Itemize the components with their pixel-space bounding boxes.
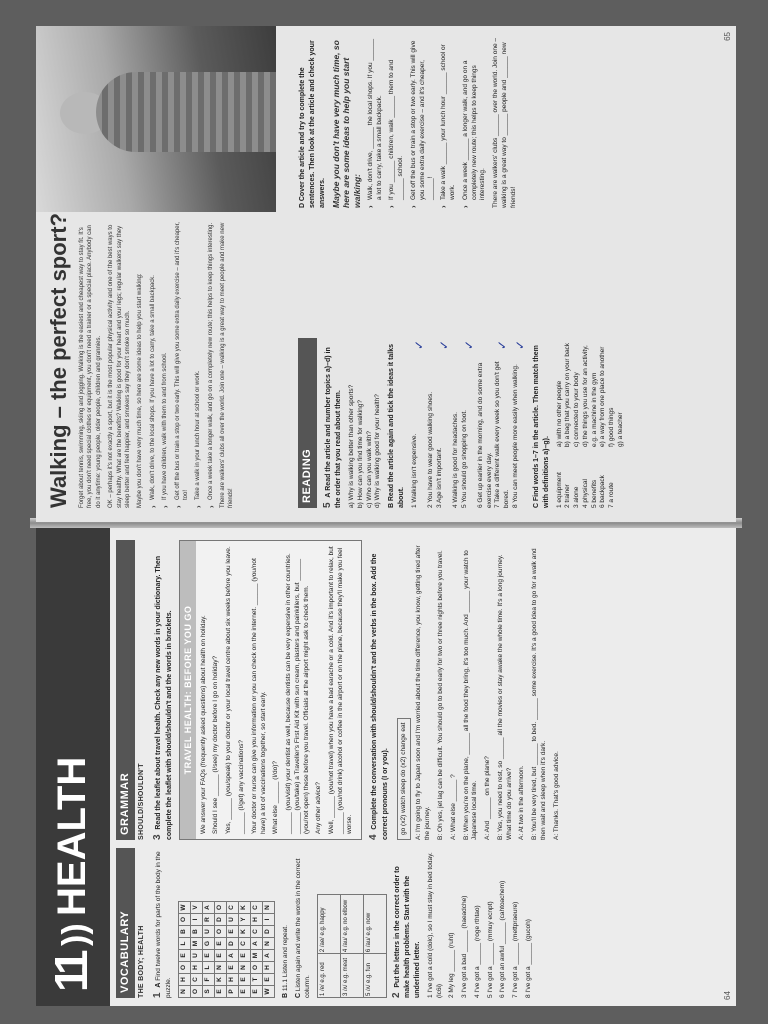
list-item: 4 I've got a ______ (roge rthtao) xyxy=(473,905,481,998)
puzzle-cell: U xyxy=(190,950,202,962)
puzzle-cell: E xyxy=(262,974,274,986)
right-page xyxy=(36,26,736,522)
leaflet-question: What else ______ (I/do)? xyxy=(272,761,280,834)
puzzle-cell: H xyxy=(226,974,238,986)
handwritten-tick-icon xyxy=(452,338,461,350)
match-definition: c) connected to your body xyxy=(573,372,581,447)
puzzle-cell: S xyxy=(202,986,214,998)
puzzle-cell: P xyxy=(226,986,238,998)
puzzle-cell: U xyxy=(226,914,238,926)
idea-text: 4 Walking is good for headaches. xyxy=(451,412,459,508)
puzzle-cell: G xyxy=(202,938,214,950)
puzzle-cell: F xyxy=(202,974,214,986)
article-paragraph: Forget about tennis, swimming, skiing and jogging. Walking is the easiest and cheapest way to stay fit. It's free, you don't need special clothes or equipment, you don't need a trainer or a special place. Anybody can do it anytime: young people, older people, children and grannies. xyxy=(79,225,102,508)
puzzle-cell: A xyxy=(250,938,262,950)
idea-text: 8 You can meet people more easily when walking. xyxy=(511,364,519,508)
leaflet-title: TRAVEL HEALTH: BEFORE YOU GO xyxy=(180,541,196,839)
article-paragraph: OK – perhaps it's not exactly a sport, but it is the most popular physical activity and one of the best ways to stay healthy. What are the benefits? Walking is good for your heart and your legs; regular walkers say they sleep better and feel happier, and smokers say they don't smoke so much. xyxy=(108,224,131,508)
puzzle-row xyxy=(226,902,238,998)
puzzle-row xyxy=(214,902,226,998)
handwritten-tick-icon: ✓ xyxy=(495,339,510,350)
idea-item xyxy=(512,338,528,508)
dialogue-line: A: I'm going to fly to Japan soon and I'm worried about the time difference, you know, getting tired after the journey. xyxy=(415,545,432,840)
list-item: 6 I've got an awful ______ (cahtoachem) xyxy=(499,880,507,998)
cloze-tip: › Walk, don't drive, ______ the local shops. If you ______ a lot to carry, take a small backpack. xyxy=(367,38,385,208)
puzzle-cell: H xyxy=(262,962,274,974)
exercise-1b: B 11.1 Listen and repeat. xyxy=(281,925,289,998)
puzzle-cell: E xyxy=(250,986,262,998)
idea-item xyxy=(427,338,436,508)
list-item: 1 I've got a cold (dolc), so I must stay in bed today. (lc6i) xyxy=(426,852,443,998)
cloze-closing: There are walkers' clubs ______ over the world. Join one – walking is a great way to ______ people and ______ new friends! xyxy=(492,38,517,208)
puzzle-row xyxy=(262,902,274,998)
exercise-2: 2 Put the letters in the correct order to make health problems. Start with the underlined letter. xyxy=(390,866,422,998)
word-search-puzzle xyxy=(178,901,275,998)
idea-text: 2 You have to wear good walking shoes. xyxy=(426,391,434,508)
exercise-5b: B Read the article again and tick the ideas it talks about. xyxy=(388,343,405,508)
puzzle-cell: O xyxy=(190,986,202,998)
match-word: 3 alone xyxy=(573,486,581,508)
match-word: 7 a route xyxy=(608,482,616,508)
vocabulary-subtitle: THE BODY; HEALTH xyxy=(137,925,145,998)
puzzle-row xyxy=(238,902,250,998)
idea-text: 7 Take a different walk every week so you don't get bored. xyxy=(494,361,511,508)
article-paragraph: Maybe you don't have very much time, so here are some ideas to help you start walking: xyxy=(137,273,144,508)
article-tip: › Walk, don't drive, to the local shops. If you have a lot to carry, take a small backpack. xyxy=(149,218,157,508)
puzzle-cell: O xyxy=(214,926,226,938)
article-title: Walking – the perfect sport? xyxy=(46,212,71,508)
puzzle-cell: N xyxy=(178,986,190,998)
handwritten-tick-icon: ✓ xyxy=(461,339,476,350)
handwritten-tick-icon: ✓ xyxy=(436,339,451,350)
puzzle-cell: I xyxy=(262,914,274,926)
left-page xyxy=(36,526,736,1006)
list-item: 5 I've got a ______ (mmuy ecnpt) xyxy=(486,901,494,998)
sounds-cell: 4 /au/ e.g. no elbow xyxy=(340,895,363,954)
puzzle-cell: H xyxy=(190,962,202,974)
puzzle-cell: C xyxy=(238,938,250,950)
sounds-cell: 5 /ʌ/ e.g. fun xyxy=(363,954,386,998)
puzzle-row xyxy=(190,902,202,998)
puzzle-row xyxy=(250,902,262,998)
puzzle-cell: L xyxy=(178,938,190,950)
leaflet-answer: Well, ______ (you/not travel) when you have a bad earache or a cold. And it's important to relax, but ______ (you/not drink) alcohol or coffee in the airport or on the plane, because they'll make you feel worse. xyxy=(328,546,353,834)
dialogue-line: A: At two in the afternoon. xyxy=(518,765,526,840)
dialogue-line: A: And ______ on the plane? xyxy=(484,756,492,840)
grammar-column xyxy=(116,540,565,840)
match-word: 6 backpack xyxy=(599,475,607,508)
matching-exercise xyxy=(556,338,626,508)
grammar-heading: GRAMMAR xyxy=(116,540,135,840)
dialogue-line: B: You'll be very tired, but ______ to bed. ______ some exercise. It's a good idea to go for a walk and then wait and sleep when it's dark. xyxy=(531,548,547,840)
puzzle-cell: R xyxy=(202,914,214,926)
leaflet-answer: Your doctor or nurse can give you information or you can check on the internet. ______ (you/not have) a lot of vaccinations together, so start early. xyxy=(250,558,267,834)
match-definition: f) good things xyxy=(608,407,616,447)
cloze-heading: Maybe you don't have very much time, so here are some ideas to help you start walking: xyxy=(331,40,362,208)
puzzle-cell: K xyxy=(214,974,226,986)
unit-header-band xyxy=(36,526,110,1006)
puzzle-cell: T xyxy=(250,974,262,986)
puzzle-cell: E xyxy=(226,962,238,974)
sounds-cell: 3 /ʌ/ e.g. meat xyxy=(340,954,363,998)
leaflet-question: Any other advice? xyxy=(315,781,323,834)
exercise-4: 4 Complete the conversation with should/shouldn't and the verbs in the box. Add the correct pronouns (I or you). xyxy=(368,553,389,840)
conversation xyxy=(415,540,561,840)
puzzle-row xyxy=(178,902,190,998)
leaflet-question: Should I see ______ (I/see) my doctor before I go on holiday? xyxy=(212,655,220,834)
idea-item xyxy=(411,338,427,508)
puzzle-cell: A xyxy=(226,950,238,962)
handwritten-tick-icon: ✓ xyxy=(411,339,426,350)
puzzle-cell: O xyxy=(178,914,190,926)
puzzle-cell: N xyxy=(262,902,274,914)
topic-item: c) Who can you walk with? xyxy=(365,431,373,508)
puzzle-cell: M xyxy=(250,950,262,962)
dialogue-line: B: When you're on the plane, ______ all the food they bring, it's too much. And ______ your watch to Japanese local time. xyxy=(462,550,479,840)
match-word: 4 physical xyxy=(581,479,589,508)
topic-item: b) How can you find time for walking? xyxy=(356,399,364,508)
leaflet-question: ______ (I/get) any vaccinations? xyxy=(237,740,245,834)
puzzle-cell: C xyxy=(190,974,202,986)
topic-item: d) Why is walking good for your health? xyxy=(374,394,382,508)
cloze-tips xyxy=(367,38,488,208)
puzzle-cell: B xyxy=(190,926,202,938)
match-word: 5 benefits xyxy=(590,479,598,508)
handwritten-tick-icon xyxy=(427,338,436,350)
puzzle-cell: N xyxy=(214,962,226,974)
cloze-tip: › Get off the bus or train a stop or two early. This will give you some extra daily exercise – and it's cheaper, ______! xyxy=(410,38,436,208)
puzzle-cell: A xyxy=(202,902,214,914)
right-page-number: 65 xyxy=(723,32,732,41)
puzzle-cell: E xyxy=(226,926,238,938)
cloze-tip: › If you ______ children, walk ______ them to and ______ school. xyxy=(388,38,406,208)
match-definition: b) a bag that you carry on your back xyxy=(564,342,572,447)
puzzle-cell: E xyxy=(238,950,250,962)
puzzle-cell: V xyxy=(190,902,202,914)
leaflet-intro: We answer your FAQs (frequently asked questions) about health on holiday. xyxy=(199,615,207,834)
puzzle-cell: C xyxy=(250,902,262,914)
puzzle-cell: K xyxy=(238,902,250,914)
words-list xyxy=(556,453,626,508)
match-word: 1 equipment xyxy=(555,472,563,508)
puzzle-cell: D xyxy=(262,926,274,938)
sounds-table xyxy=(317,894,387,998)
puzzle-cell: L xyxy=(202,962,214,974)
puzzle-cell: E xyxy=(202,950,214,962)
topics-list xyxy=(348,338,383,508)
puzzle-cell: O xyxy=(178,962,190,974)
article-tip: › Take a walk in your lunch hour at school or work. xyxy=(194,218,202,508)
exercise-5d-column xyxy=(298,38,522,208)
match-word: 2 trainer xyxy=(564,484,572,508)
handwritten-tick-icon: ✓ xyxy=(512,339,527,350)
puzzle-cell: E xyxy=(238,986,250,998)
puzzle-cell: O xyxy=(250,962,262,974)
match-definition: g) a teacher xyxy=(616,412,624,447)
idea-text: 3 Age isn't important. xyxy=(435,447,443,508)
exercise-5d: D Cover the article and try to complete the sentences. Then look at the article and check your answers. xyxy=(299,40,326,208)
exercise-3: 3 Read the leaflet about travel health. Check any new words in your dictionary. Then complete the leaflet with should/shouldn't and the words in brackets. xyxy=(152,555,173,840)
exercise-5c: C Find words 1–7 in the article. Then match them with definitions a)–g). xyxy=(533,345,550,508)
puzzle-cell: B xyxy=(178,926,190,938)
sounds-row xyxy=(317,895,340,998)
puzzle-cell: E xyxy=(214,986,226,998)
puzzle-cell: D xyxy=(214,914,226,926)
idea-item xyxy=(494,338,512,508)
left-page-number: 64 xyxy=(723,991,732,1000)
dialogue-line: B: Yes, you need to rest, so ______ all the movies or stay awake the whole time. It's a long journey. What time do you arrive? xyxy=(496,554,513,840)
puzzle-row xyxy=(202,902,214,998)
exercise-1c: C Listen again and write the words in the correct column. xyxy=(295,858,312,998)
walking-tips xyxy=(149,218,215,508)
puzzle-cell: U xyxy=(202,926,214,938)
leaflet-answer: ______ (you/visit) your dentist as well, because dentists can be very expensive in other countries. ______ (you/take) a Traveller's First Aid Kit with sun cream, plasters and painkillers, but ______ (you/not open) these before you travel. Officials at the airport might ask to check them. xyxy=(285,553,310,834)
puzzle-cell: W xyxy=(178,902,190,914)
puzzle-cell: K xyxy=(238,926,250,938)
article-tip: › Once a week take a longer walk, and go on a completely new route; this helps to keep things interesting. xyxy=(207,218,215,508)
list-item: 2 My leg ______ (ruht) xyxy=(448,932,456,998)
puzzle-cell: D xyxy=(226,938,238,950)
sounds-cell: 6 /au/ e.g. now xyxy=(363,895,386,954)
reading-heading: READING xyxy=(298,338,317,508)
match-definition: d) the things you use for an activity, e.g. a machine in the gym xyxy=(581,345,598,447)
idea-item xyxy=(477,338,495,508)
idea-item xyxy=(436,338,452,508)
sounds-row xyxy=(363,895,386,998)
idea-item xyxy=(461,338,477,508)
health-problems-list xyxy=(427,848,534,998)
cloze-tip: › Once a week ______ a longer walk, and go on a completely new route; this helps to keep things interesting. xyxy=(462,38,488,208)
article-closing: There are walkers' clubs all over the world. Join one – walking is a great way to meet people and make new friends! xyxy=(220,222,235,508)
definitions-list xyxy=(556,338,626,447)
puzzle-cell: E xyxy=(214,950,226,962)
puzzle-cell: I xyxy=(190,914,202,926)
puzzle-cell: M xyxy=(190,938,202,950)
puzzle-cell: E xyxy=(178,950,190,962)
puzzle-cell: A xyxy=(262,950,274,962)
puzzle-cell: C xyxy=(250,926,262,938)
puzzle-cell: E xyxy=(214,938,226,950)
vocabulary-heading: VOCABULARY xyxy=(116,848,135,998)
dialogue-line: A: Thanks. That's good advice. xyxy=(552,751,560,840)
vocabulary-column xyxy=(116,848,538,998)
puzzle-cell: H xyxy=(250,914,262,926)
idea-text: 5 You should go shopping on foot. xyxy=(460,410,468,508)
idea-item xyxy=(452,338,461,508)
list-item: 8 I've got a ______ (gucoh) xyxy=(525,919,532,998)
idea-text: 6 Get up earlier in the morning, and do some extra exercise every day. xyxy=(476,362,493,508)
verb-box: go (x2) watch sleep do (x2) change eat xyxy=(397,718,412,840)
article-body xyxy=(78,218,240,508)
leaflet-answer: Yes, ______ (you/speak) to your doctor or your local travel centre about six weeks before you leave. xyxy=(225,546,233,834)
idea-text: 1 Walking isn't expensive. xyxy=(410,433,418,508)
reading-column xyxy=(298,338,626,508)
topic-item: a) Why is walking better than other sports? xyxy=(348,384,356,508)
travel-health-leaflet xyxy=(179,540,363,840)
puzzle-cell: N xyxy=(262,938,274,950)
person-body xyxy=(96,72,276,152)
article-tip: › Get off the bus or train a stop or two early. This will give you some extra daily exercise – and it's cheaper, too! xyxy=(174,218,191,508)
puzzle-cell: H xyxy=(178,974,190,986)
unit-title: HEALTH xyxy=(50,756,94,916)
exercise-5a: 5 A Read the article and number topics a)–d) in the order that you read about them. xyxy=(321,347,343,508)
sound-waves-icon: )) xyxy=(56,923,94,946)
list-item: 3 I've got a bad ______ (haeadche) xyxy=(461,895,469,998)
dialogue-line: B: Oh yes, jet lag can be difficult. You should go to bed early for two or three nights before you travel. xyxy=(436,550,444,840)
cloze-tip: › Take a walk ______ your lunch hour ______ school or work. xyxy=(440,38,458,208)
puzzle-cell: C xyxy=(226,902,238,914)
puzzle-cell: O xyxy=(214,902,226,914)
grammar-subtitle: SHOULD/SHOULDN'T xyxy=(137,763,145,840)
dialogue-line: A: What else ______ ? xyxy=(449,774,457,840)
puzzle-cell: E xyxy=(238,974,250,986)
list-item: 7 I've got a ______ (mettpraeure) xyxy=(512,901,520,998)
puzzle-cell: Y xyxy=(238,914,250,926)
puzzle-cell: N xyxy=(238,962,250,974)
match-definition: e) a way from one place to another xyxy=(599,346,607,447)
woman-walking-photo xyxy=(36,26,276,212)
puzzle-cell: W xyxy=(262,986,274,998)
handwritten-tick-icon xyxy=(477,338,495,350)
sounds-cell: 2 /ae/ e.g. happy xyxy=(317,895,340,954)
exercise-1a: 1 A Find twelve words for parts of the body in the puzzle. xyxy=(152,851,172,998)
sounds-row xyxy=(340,895,363,998)
article-tip: › If you have children, walk with them to and from school. xyxy=(161,218,169,508)
match-definition: a) with no other people xyxy=(555,380,563,447)
ideas-list xyxy=(411,338,528,508)
unit-number: 11 xyxy=(45,955,97,992)
sounds-cell: 1 /e/ e.g. red xyxy=(317,954,340,998)
